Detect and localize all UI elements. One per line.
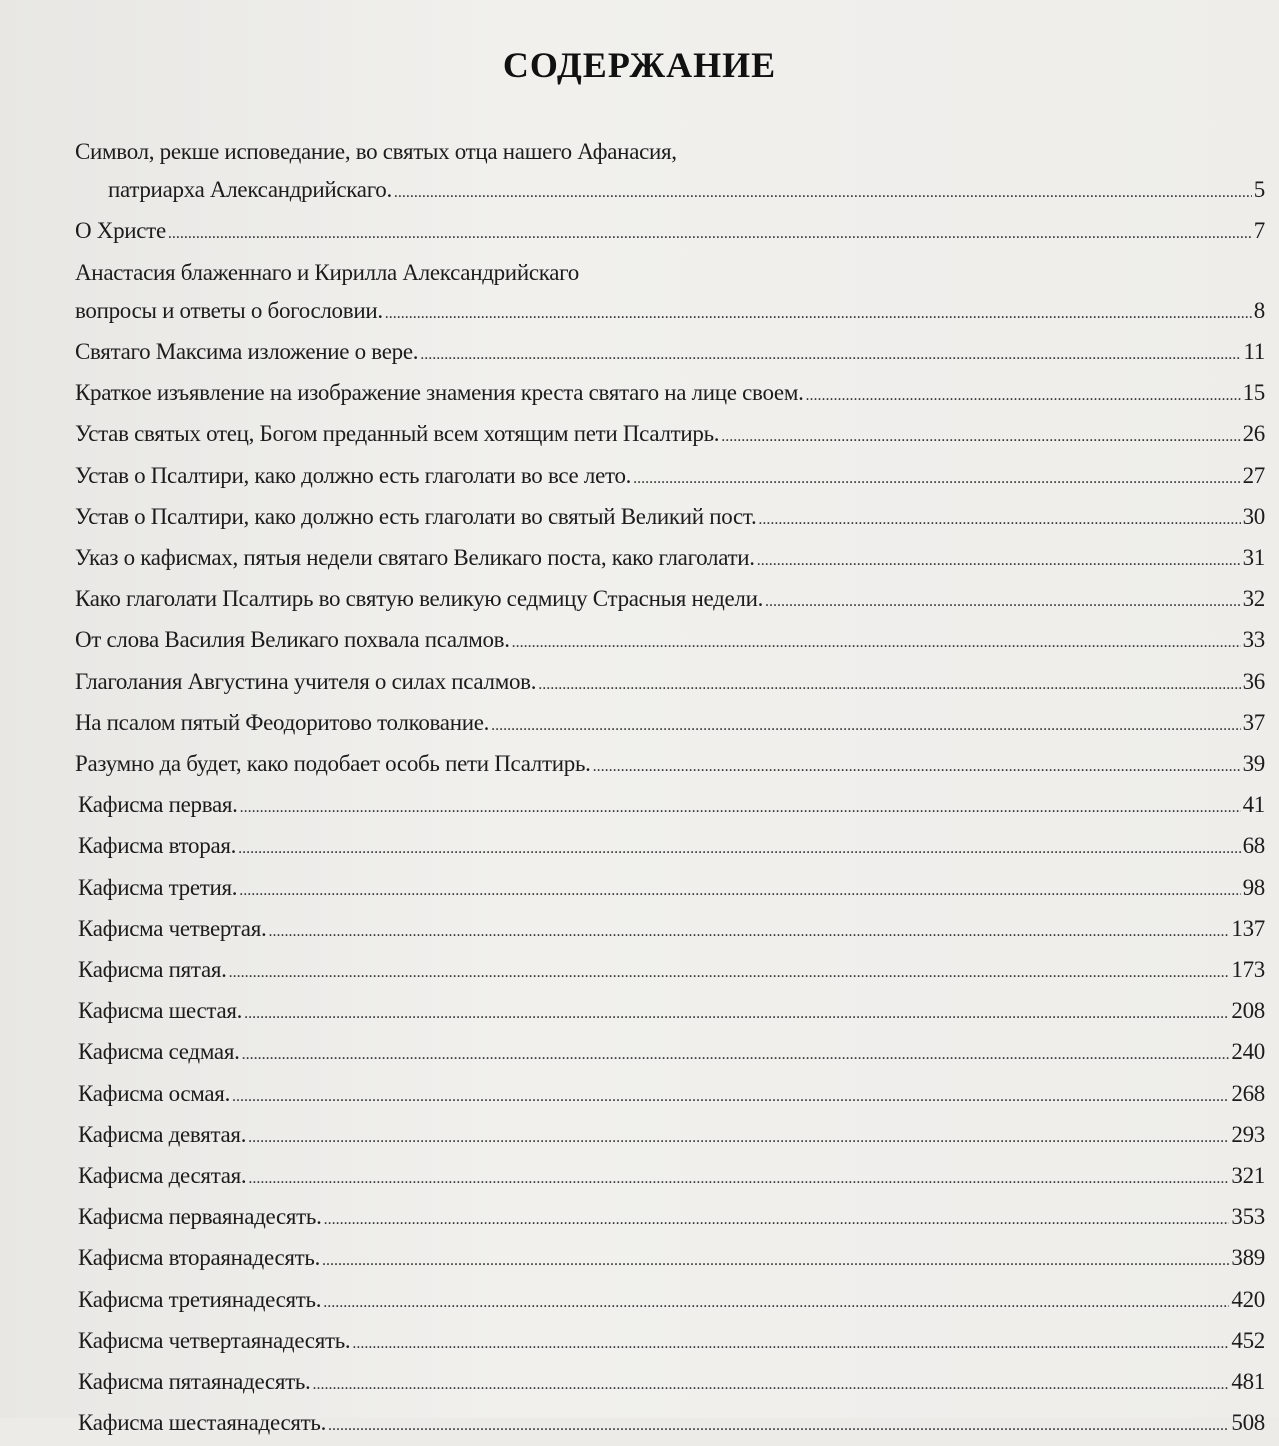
toc-entry-title: От слова Василия Великаго похвала псалмов.	[75, 627, 510, 653]
toc-entry-title: Устав святых отец, Богом преданный всем хотящим пети Псалтирь.	[75, 421, 720, 447]
toc-entry-title: Анастасия блаженнаго и Кирилла Александрийскаго	[75, 259, 579, 285]
toc-entry	[75, 745, 1265, 786]
dot-leader	[512, 621, 1241, 662]
dot-leader	[352, 1322, 1229, 1363]
toc-entry-line	[75, 910, 1265, 951]
dot-leader	[323, 1281, 1229, 1322]
dot-leader	[238, 827, 1240, 868]
dot-leader	[168, 212, 1252, 253]
toc-entry-line	[75, 374, 1265, 415]
table-of-contents	[75, 133, 1265, 1446]
dot-leader	[806, 374, 1241, 415]
toc-page-number: 481	[1231, 1369, 1265, 1395]
toc-page-number: 293	[1231, 1121, 1265, 1147]
toc-entry-title: Кафисма седмая.	[78, 1039, 240, 1065]
toc-entry-line	[75, 951, 1265, 992]
toc-entry	[75, 1033, 1265, 1074]
toc-page-number: 5	[1253, 177, 1265, 203]
dot-leader	[248, 1157, 1229, 1198]
toc-entry	[75, 212, 1265, 253]
toc-entry-line	[75, 171, 1265, 212]
dot-leader	[633, 457, 1240, 498]
dot-leader	[538, 663, 1240, 704]
dot-leader	[232, 1075, 1229, 1116]
dot-leader	[240, 786, 1241, 827]
toc-entry-title: Како глаголати Псалтирь во святую великую седмицу Страсныя недели.	[75, 586, 764, 612]
dot-leader	[313, 1363, 1230, 1404]
toc-entry-line	[75, 1198, 1265, 1239]
toc-page-number: 37	[1242, 709, 1265, 735]
toc-entry	[75, 498, 1265, 539]
toc-entry-title: Кафисма пятая.	[78, 957, 227, 983]
toc-entry-line	[75, 1116, 1265, 1157]
toc-page-number: 321	[1231, 1163, 1265, 1189]
toc-entry-title: Кафисма шестая.	[78, 998, 243, 1024]
toc-entry-line	[75, 1033, 1265, 1074]
toc-entry-line	[75, 292, 1265, 333]
dot-leader	[394, 171, 1252, 212]
dot-leader	[229, 951, 1230, 992]
toc-entry-title: Кафисма десятая.	[78, 1163, 247, 1189]
toc-entry-line	[75, 498, 1265, 539]
toc-page-number: 208	[1231, 998, 1265, 1024]
toc-entry	[75, 1075, 1265, 1116]
toc-page-number: 240	[1231, 1039, 1265, 1065]
toc-entry	[75, 621, 1265, 662]
toc-entry	[75, 786, 1265, 827]
toc-page-number: 11	[1243, 339, 1265, 365]
toc-entry-title: Кафисма третиянадесять.	[78, 1286, 322, 1312]
toc-entry-title: Кафисма шестаянадесять.	[78, 1410, 327, 1436]
toc-entry-line	[75, 869, 1265, 910]
toc-entry-title: Краткое изъявление на изображение знамения креста святаго на лице своем.	[75, 380, 804, 406]
toc-page-number: 173	[1231, 957, 1265, 983]
dot-leader	[322, 1239, 1229, 1280]
toc-entry-title: О Христе	[75, 218, 166, 244]
toc-entry	[75, 539, 1265, 580]
toc-entry	[75, 951, 1265, 992]
toc-entry-line	[75, 1157, 1265, 1198]
toc-page-number: 33	[1242, 627, 1265, 653]
toc-page-number: 36	[1242, 668, 1265, 694]
toc-entry	[75, 869, 1265, 910]
toc-entry-line	[75, 663, 1265, 704]
dot-leader	[491, 704, 1241, 745]
toc-entry-title: Кафисма втораянадесять.	[78, 1245, 321, 1271]
toc-entry-line	[75, 457, 1265, 498]
toc-entry	[75, 1363, 1265, 1404]
toc-entry	[75, 1239, 1265, 1280]
toc-page-number: 389	[1231, 1245, 1265, 1271]
toc-entry-title: Кафисма девятая.	[78, 1121, 247, 1147]
toc-entry-line	[75, 580, 1265, 621]
toc-page-number: 27	[1242, 462, 1265, 488]
toc-page-number: 15	[1242, 380, 1265, 406]
toc-entry	[75, 704, 1265, 745]
toc-entry-line	[75, 415, 1265, 456]
toc-entry	[75, 457, 1265, 498]
toc-page-number: 353	[1231, 1204, 1265, 1230]
toc-entry-title: Символ, рекше исповедание, во святых отца нашего Афанасия,	[75, 139, 677, 164]
toc-page-number: 41	[1242, 792, 1265, 818]
toc-entry	[75, 1322, 1265, 1363]
toc-entry	[75, 333, 1265, 374]
toc-page-number: 7	[1253, 218, 1265, 244]
dot-leader	[757, 539, 1241, 580]
dot-leader	[721, 415, 1240, 456]
toc-entry	[75, 254, 1265, 333]
dot-leader	[324, 1198, 1230, 1239]
toc-entry	[75, 992, 1265, 1033]
toc-entry	[75, 580, 1265, 621]
toc-entry-title: Кафисма вторая.	[78, 833, 237, 859]
toc-entry	[75, 374, 1265, 415]
toc-entry	[75, 910, 1265, 951]
toc-page-number: 420	[1231, 1286, 1265, 1312]
toc-entry-line	[75, 254, 1265, 292]
toc-entry-line	[75, 621, 1265, 662]
toc-entry-line	[75, 212, 1265, 253]
toc-entry	[75, 663, 1265, 704]
toc-entry-line	[75, 333, 1265, 374]
toc-entry-title: Кафисма четвертая.	[78, 915, 267, 941]
toc-entry-line	[75, 1363, 1265, 1404]
toc-page-number: 68	[1242, 833, 1265, 859]
toc-entry-title: Кафисма перваянадесять.	[78, 1204, 322, 1230]
toc-entry-title: Святаго Максима изложение о вере.	[75, 339, 419, 365]
toc-page-number: 26	[1242, 421, 1265, 447]
toc-entry	[75, 1157, 1265, 1198]
toc-page-number: 508	[1231, 1410, 1265, 1436]
toc-entry	[75, 133, 1265, 212]
toc-entry-title: На псалом пятый Феодоритово толкование.	[75, 709, 490, 735]
toc-entry	[75, 1198, 1265, 1239]
toc-entry-title: Глаголания Августина учителя о силах псалмов.	[75, 668, 537, 694]
toc-entry-title: Кафисма третия.	[78, 874, 238, 900]
toc-entry-title: Кафисма осмая.	[78, 1080, 231, 1106]
dot-leader	[242, 1033, 1230, 1074]
toc-entry	[75, 1116, 1265, 1157]
toc-entry	[75, 415, 1265, 456]
toc-entry-title: Разумно да будет, како подобает особь пети Псалтирь.	[75, 751, 591, 777]
toc-entry	[75, 827, 1265, 868]
dot-leader	[244, 992, 1229, 1033]
toc-entry-line	[75, 133, 1265, 171]
toc-entry-line	[75, 1075, 1265, 1116]
toc-entry-line	[75, 992, 1265, 1033]
dot-leader	[248, 1116, 1229, 1157]
dot-leader	[328, 1404, 1229, 1445]
toc-entry-line	[75, 1322, 1265, 1363]
toc-page-number: 39	[1242, 751, 1265, 777]
toc-page-number: 137	[1231, 915, 1265, 941]
toc-entry-title: Кафисма пятаянадесять.	[78, 1369, 311, 1395]
toc-entry-line	[75, 1239, 1265, 1280]
toc-entry	[75, 1281, 1265, 1322]
toc-entry-line	[75, 704, 1265, 745]
dot-leader	[420, 333, 1241, 374]
toc-entry	[75, 1404, 1265, 1445]
toc-entry-title: вопросы и ответы о богословии.	[75, 297, 383, 323]
toc-entry-line	[75, 827, 1265, 868]
toc-entry-line	[75, 786, 1265, 827]
dot-leader	[239, 869, 1240, 910]
dot-leader	[385, 292, 1252, 333]
toc-entry-title: Устав о Псалтири, како должно есть глаголати во святый Великий пост.	[75, 503, 757, 529]
toc-entry-line	[75, 745, 1265, 786]
toc-entry-title: Кафисма четвертаянадесять.	[78, 1327, 351, 1353]
page-title: СОДЕРЖАНИЕ	[502, 45, 777, 85]
toc-entry-title: Кафисма первая.	[78, 792, 238, 818]
toc-page-number: 452	[1231, 1327, 1265, 1353]
dot-leader	[758, 498, 1240, 539]
toc-page-number: 32	[1242, 586, 1265, 612]
toc-entry-title: Устав о Псалтири, како должно есть глаголати во все лето.	[75, 462, 632, 488]
toc-page-number: 8	[1253, 297, 1265, 323]
dot-leader	[765, 580, 1241, 621]
toc-page-number: 31	[1242, 545, 1265, 571]
toc-entry-line	[75, 1281, 1265, 1322]
toc-entry-title: патриарха Александрийскаго.	[108, 177, 392, 203]
toc-entry-line	[75, 539, 1265, 580]
dot-leader	[268, 910, 1229, 951]
toc-entry-title: Указ о кафисмах, пятыя недели святаго Великаго поста, како глаголати.	[75, 545, 755, 571]
toc-page-number: 98	[1242, 874, 1265, 900]
toc-entry-line	[75, 1404, 1265, 1445]
toc-page-number: 30	[1242, 503, 1265, 529]
dot-leader	[593, 745, 1241, 786]
toc-page-number: 268	[1231, 1080, 1265, 1106]
